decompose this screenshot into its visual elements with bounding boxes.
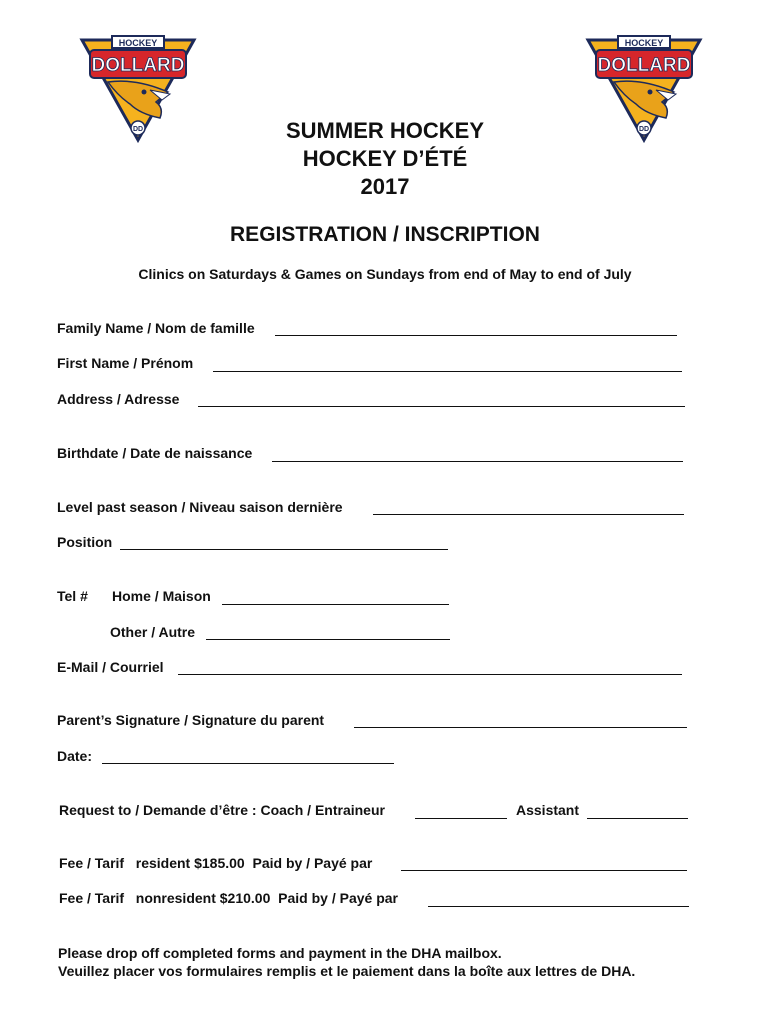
family-name-label: Family Name / Nom de famille — [57, 320, 255, 336]
date-label: Date: — [57, 748, 93, 764]
tel-label: Tel # — [57, 588, 88, 604]
signature-field[interactable] — [354, 727, 687, 728]
signature-label: Parent’s Signature / Signature du parent — [57, 712, 325, 728]
dropoff-note-english: Please drop off completed forms and payment in the DHA mailbox. — [58, 945, 502, 961]
fee-nonresident-paid-by-field[interactable] — [428, 906, 689, 907]
birthdate-field[interactable] — [272, 461, 683, 462]
coach-field[interactable] — [415, 818, 507, 819]
home-phone-label: Home / Maison — [112, 588, 211, 604]
level-label: Level past season / Niveau saison dernière — [57, 499, 343, 515]
request-label: Request to / Demande d’être : Coach / Entraineur — [59, 802, 385, 818]
address-label: Address / Adresse — [57, 391, 180, 407]
other-phone-label: Other / Autre — [110, 624, 196, 640]
address-field[interactable] — [198, 406, 685, 407]
birthdate-label: Birthdate / Date de naissance — [57, 445, 253, 461]
assistant-label: Assistant — [516, 802, 580, 818]
first-name-label: First Name / Prénom — [57, 355, 194, 371]
fee-resident-paid-by-field[interactable] — [401, 870, 687, 871]
title-line-1: SUMMER HOCKEY — [285, 118, 484, 143]
first-name-field[interactable] — [213, 371, 682, 372]
position-field[interactable] — [120, 549, 448, 550]
svg-text:HOCKEY: HOCKEY — [624, 38, 664, 48]
title-year: 2017 — [360, 174, 410, 199]
assistant-field[interactable] — [587, 818, 688, 819]
other-phone-field[interactable] — [206, 639, 450, 640]
email-label: E-Mail / Courriel — [57, 659, 164, 675]
date-field[interactable] — [102, 763, 394, 764]
registration-subtitle: REGISTRATION / INSCRIPTION — [230, 223, 540, 246]
schedule-text: Clinics on Saturdays & Games on Sundays from end of May to end of July — [138, 266, 632, 282]
fee-resident-label: Fee / Tarif resident $185.00 Paid by / Payé par — [59, 855, 373, 871]
level-field[interactable] — [373, 514, 684, 515]
svg-text:DOLLARD: DOLLARD — [597, 55, 691, 76]
home-phone-field[interactable] — [222, 604, 449, 605]
email-field[interactable] — [178, 674, 682, 675]
dropoff-note-french: Veuillez placer vos formulaires remplis et le paiement dans la boîte aux lettres de DHA. — [58, 963, 636, 979]
svg-text:DD: DD — [638, 126, 650, 133]
family-name-field[interactable] — [275, 335, 677, 336]
svg-text:DOLLARD: DOLLARD — [91, 55, 185, 76]
fee-nonresident-label: Fee / Tarif nonresident $210.00 Paid by / Payé par — [59, 890, 398, 906]
title-line-2: HOCKEY D’ÉTÉ — [302, 146, 468, 171]
svg-text:DD: DD — [132, 126, 144, 133]
svg-text:HOCKEY: HOCKEY — [118, 38, 158, 48]
position-label: Position — [57, 534, 113, 550]
